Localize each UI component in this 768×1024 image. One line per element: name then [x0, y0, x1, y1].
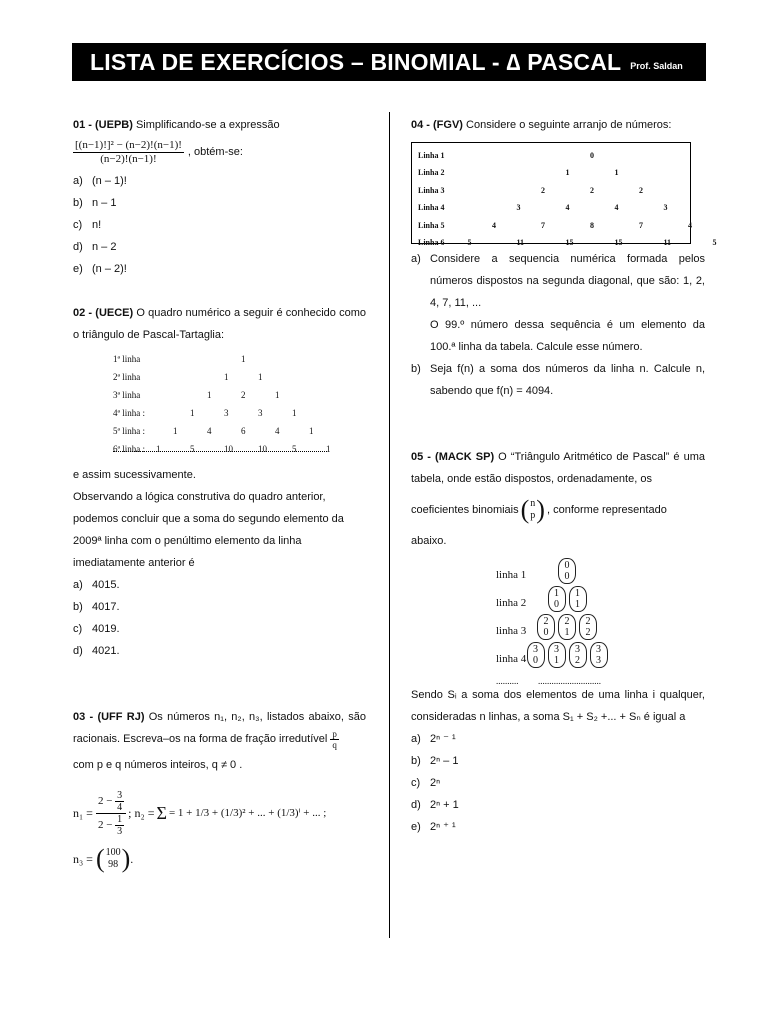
row-label: linha 3	[496, 625, 527, 637]
row-label: linha 2	[496, 597, 527, 609]
binomial-coefficient	[527, 642, 545, 668]
option-text: n – 1	[92, 197, 117, 209]
answer-option	[73, 192, 366, 214]
binomial-coefficient	[569, 586, 587, 612]
fraction-q: q	[332, 739, 337, 750]
answer-option	[73, 170, 366, 192]
row-label: 6ª linha :	[113, 444, 145, 454]
binomial-coefficient	[579, 614, 597, 640]
answer-option	[73, 258, 366, 280]
arrangement-value: 5	[712, 238, 717, 247]
option-letter: b)	[411, 755, 421, 767]
question-03	[73, 706, 366, 872]
arrangement-value: 0	[590, 151, 594, 160]
triangle-value: 1	[309, 426, 314, 436]
continuation-dots: ............................	[538, 676, 601, 686]
arrangement-value: 2	[590, 185, 594, 195]
triangle-value: 5	[292, 444, 297, 454]
binomial-coefficient	[537, 614, 555, 640]
coef-tail: , conforme representado	[546, 504, 667, 516]
question-03-header: 03 - (UFF RJ)	[73, 711, 145, 723]
coefficient-top: 3	[596, 644, 601, 655]
question-04	[411, 114, 717, 402]
option-text: (n – 1)!	[92, 175, 127, 187]
answer-option	[73, 618, 366, 640]
arrangement-value: 7	[639, 220, 643, 230]
author-label: Prof. Saldan	[630, 61, 683, 71]
triangle-value: 1	[326, 444, 331, 454]
fraction-p: p	[332, 728, 337, 739]
arrangement-value: 15	[565, 238, 574, 247]
row-label: Linha 4	[418, 203, 445, 213]
coefficient-bottom: 1	[564, 627, 570, 638]
binomial-coefficient	[558, 558, 576, 584]
triangle-value: 3	[258, 408, 263, 418]
triangle-value: 1	[241, 354, 246, 364]
arrangement-value: 4	[492, 220, 496, 230]
coefficient-bottom: 1	[575, 599, 580, 610]
triangle-value: 5	[190, 444, 195, 454]
arrangement-value: 1	[565, 168, 570, 178]
binomial-coefficient	[590, 642, 608, 668]
arrangement-value: 15	[614, 238, 623, 247]
answer-option	[411, 794, 705, 816]
option-letter: a)	[411, 733, 421, 745]
question-05-below: abaixo.	[411, 535, 447, 547]
coefficient-bottom: 0	[533, 655, 538, 666]
option-letter: b)	[73, 197, 83, 209]
row-label: Linha 2	[418, 168, 445, 178]
option-text: 4015.	[92, 579, 120, 591]
option-text: n – 2	[92, 241, 117, 253]
question-05-intro: O “Triângulo Aritmético de Pascal” é uma tabela, onde estão dispostos, ordenadamente, os	[411, 451, 705, 485]
coefficient-top: 2	[543, 616, 549, 627]
option-text: n!	[92, 219, 102, 231]
answer-option	[73, 214, 366, 236]
question-04-b-text: Seja f(n) a soma dos números da linha n. Calcule n, sabendo que f(n) = 4094.	[430, 363, 705, 397]
coefficient-top: 3	[554, 644, 559, 655]
binomial-triangle	[411, 552, 705, 684]
coefficient-top: 2	[585, 616, 591, 627]
arrangement-value: 3	[663, 203, 668, 213]
binomial-coefficient	[548, 642, 566, 668]
pq-fraction	[330, 729, 339, 750]
binomial-coefficient	[569, 642, 587, 668]
triangle-value: 10	[224, 444, 233, 454]
triangle-value: 1	[207, 390, 212, 400]
option-letter: a)	[73, 175, 83, 187]
option-letter: a)	[73, 579, 83, 591]
n2-expression: = 1 + 1/3 + (1/3)² + ... + (1/3)ⁱ + ... ;	[168, 807, 327, 819]
question-02-header: 02 - (UECE)	[73, 307, 134, 319]
row-label: Linha 1	[418, 151, 445, 160]
question-05-header: 05 - (MACK SP)	[411, 451, 495, 463]
row-label: Linha 5	[418, 220, 445, 230]
arrangement-value: 7	[541, 220, 545, 230]
question-01-header: 01 - (UEPB)	[73, 119, 133, 131]
row-label: linha 4	[496, 653, 527, 665]
answer-option	[411, 816, 705, 838]
coefficient-top: 0	[564, 560, 570, 571]
option-letter: e)	[411, 821, 421, 833]
np-binomial: ( n p )	[520, 495, 545, 524]
question-05-text: Sendo Sᵢ a soma dos elementos de uma linha i qualquer, consideradas n linhas, a soma S₁ + S₂ +... + Sₙ é igual a	[411, 689, 705, 723]
option-text: 2ⁿ ⁺ ¹	[430, 821, 456, 833]
coef-label: coeficientes binomiais	[411, 504, 519, 516]
option-letter: c)	[411, 777, 421, 789]
question-01	[73, 114, 366, 280]
row-label: 2ª linha	[113, 372, 141, 382]
question-05	[411, 446, 705, 838]
question-04-intro: Considere o seguinte arranjo de números:	[462, 119, 672, 131]
question-01-intro: Simplificando-se a expressão	[132, 119, 280, 131]
row-label: 3ª linha	[113, 390, 141, 400]
question-04-header: 04 - (FGV)	[411, 119, 463, 131]
coefficient-top: 3	[575, 644, 580, 655]
question-03-line2: com p e q números inteiros, q ≠ 0 .	[73, 759, 243, 771]
answer-option	[411, 750, 705, 772]
n3-bottom: 98	[108, 859, 119, 870]
page-header	[72, 43, 706, 81]
binomial-coefficient	[558, 614, 576, 640]
option-letter: d)	[411, 799, 421, 811]
triangle-value: 3	[224, 408, 229, 418]
binomial-coefficient	[548, 586, 566, 612]
option-letter: d)	[73, 241, 83, 253]
option-text: 4017.	[92, 601, 120, 613]
question-01-expression	[73, 139, 184, 166]
coefficient-top: 3	[533, 644, 538, 655]
arrangement-value: 4	[565, 203, 570, 213]
arrangement-value: 1	[614, 168, 619, 178]
continuation-dots: ..........	[496, 676, 519, 686]
triangle-value: 1	[275, 390, 280, 400]
n1-fraction: 2 − $\frac{3}{4}$ 2 − $\frac{1}{3}$	[96, 790, 126, 837]
row-label: 5ª linha :	[113, 426, 145, 436]
row-label: Linha 3	[418, 185, 445, 195]
triangle-value: 1	[156, 444, 161, 454]
option-text: 4021.	[92, 645, 120, 657]
option-text: 2ⁿ + 1	[430, 799, 459, 811]
arrangement-value: 11	[516, 238, 525, 247]
n2-label: ; n₂ =	[128, 806, 155, 820]
option-letter: d)	[73, 645, 83, 657]
question-02-after1: e assim sucessivamente.	[73, 469, 196, 481]
option-text: 2ⁿ – 1	[430, 755, 459, 767]
question-05-options	[411, 728, 705, 838]
sum-symbol: Σ	[156, 803, 167, 823]
question-02-options	[73, 574, 366, 662]
option-text: 2ⁿ	[430, 777, 441, 789]
row-label: 4ª linha :	[113, 408, 145, 418]
n3-top: 100	[105, 847, 121, 858]
answer-option	[73, 236, 366, 258]
coefficient-bottom: 0	[564, 571, 570, 582]
expression-denominator: (n−2)!(n−1)!	[100, 152, 157, 165]
n1-label: n₁ =	[73, 806, 93, 820]
option-letter: b)	[73, 601, 83, 613]
coefficient-top: 1	[554, 588, 559, 599]
triangle-value: 1	[173, 426, 178, 436]
triangle-value: 1	[292, 408, 297, 418]
arrangement-value: 11	[663, 238, 672, 247]
triangle-value: 6	[241, 426, 246, 436]
question-04-a-text2: O 99.º número dessa sequência é um elemento da 100.ª linha da tabela. Calcule esse número.	[430, 319, 705, 353]
arrangement-value: 5	[467, 238, 472, 247]
option-letter: c)	[73, 219, 83, 231]
question-03-formulas	[73, 784, 366, 842]
arrangement-value: 8	[590, 220, 594, 230]
arrangement-value: 4	[614, 203, 619, 213]
question-02-intro: O quadro numérico a seguir é conhecido como o triângulo de Pascal-Tartaglia:	[73, 307, 366, 341]
row-label: 1ª linha	[113, 354, 141, 364]
coefficient-bottom: 0	[554, 599, 559, 610]
n3-formula: n₃ = ( 100 98 ) .	[73, 844, 134, 873]
arrangement-value: 4	[688, 220, 692, 230]
coefficient-bottom: 2	[585, 627, 591, 638]
answer-option	[73, 640, 366, 662]
question-02	[73, 302, 366, 662]
expression-numerator: [(n−1)!]² − (n−2)!(n−1)!	[75, 138, 182, 151]
arrangement-value: 3	[516, 203, 521, 213]
answer-option	[73, 574, 366, 596]
n3-label: n₃ =	[73, 852, 93, 866]
coefficient-bottom: 3	[596, 655, 601, 666]
option-text: (n – 2)!	[92, 263, 127, 275]
page-title: LISTA DE EXERCÍCIOS – BINOMIAL - ∆ PASCAL	[90, 48, 622, 75]
option-letter: e)	[73, 263, 83, 275]
arrangement-value: 2	[541, 185, 545, 195]
left-column	[73, 114, 366, 872]
column-divider	[389, 112, 390, 938]
answer-option	[411, 772, 705, 794]
answer-option	[411, 728, 705, 750]
triangle-value: 1	[258, 372, 263, 382]
pascal-triangle-table	[73, 346, 366, 464]
coefficient-bottom: 2	[575, 655, 580, 666]
triangle-value: 1	[224, 372, 229, 382]
triangle-value: 10	[258, 444, 267, 454]
question-02-after2: Observando a lógica construtiva do quadro anterior, podemos concluir que a soma do segundo elemento da 2009ª linha com o penúltimo elemento da linha imediatamente anterior é	[73, 491, 344, 569]
coefficient-top: 2	[564, 616, 570, 627]
triangle-value: 2	[241, 390, 246, 400]
row-label: Linha 6	[418, 238, 445, 247]
question-04-a-text: Considere a sequencia numérica formada pelos números dispostos na segunda diagonal, que são: 1, 2, 4, 7, 11, ...	[430, 253, 705, 309]
row-label: linha 1	[496, 569, 527, 581]
question-04-item-a: a) Considere a sequencia numérica formada pelos números dispostos na segunda diagonal, que são: 1, 2, 4, 7, 11, ... O 99.º número dessa sequência é um elemento da 100.ª linha da tabela. Calcule esse número.	[411, 248, 705, 358]
number-arrangement-table	[411, 142, 717, 247]
arrangement-value: 2	[639, 185, 643, 195]
question-01-options	[73, 170, 366, 280]
option-text: 4019.	[92, 623, 120, 635]
question-04-item-b: b) Seja f(n) a soma dos números da linha n. Calcule n, sabendo que f(n) = 4094.	[411, 358, 705, 402]
question-01-tail: , obtém-se:	[187, 146, 243, 158]
coefficient-top: 1	[575, 588, 580, 599]
triangle-value: 1	[190, 408, 195, 418]
triangle-value: 4	[275, 426, 280, 436]
option-letter: c)	[73, 623, 83, 635]
question-03-intro: Os números n₁, n₂, n₃, listados abaixo, são racionais. Escreva–os na forma de fração irredutível	[73, 711, 366, 745]
option-text: 2ⁿ ⁻ ¹	[430, 733, 456, 745]
coefficient-bottom: 1	[554, 655, 559, 666]
right-column	[411, 114, 717, 838]
answer-option	[73, 596, 366, 618]
coefficient-bottom: 0	[543, 627, 549, 638]
triangle-value: 4	[207, 426, 212, 436]
n3-binomial: ( 100 98 )	[95, 844, 131, 873]
